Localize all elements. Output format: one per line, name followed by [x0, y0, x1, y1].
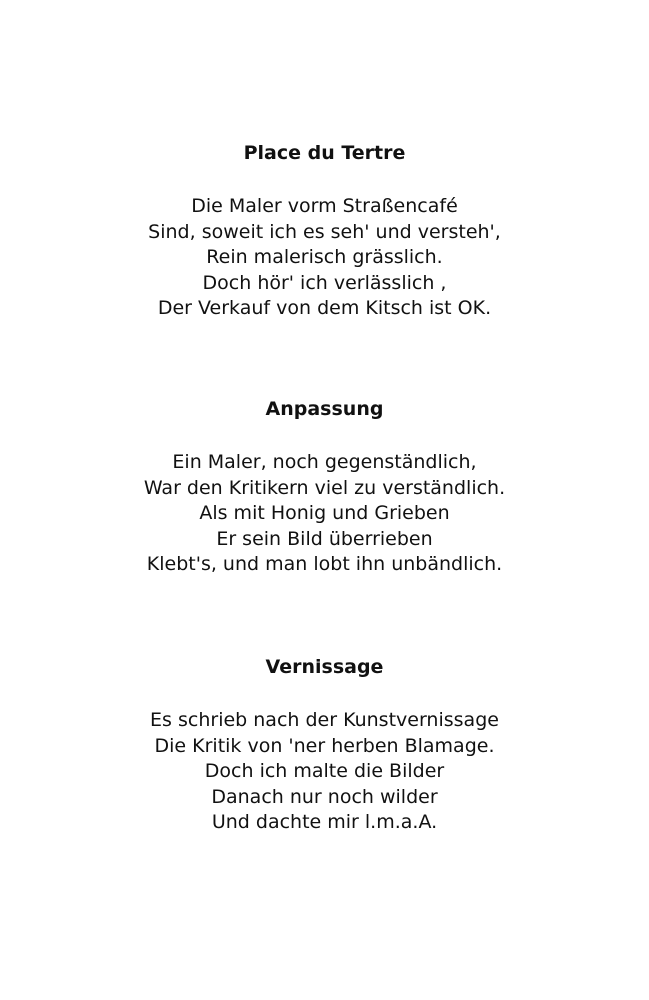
poem-line: Die Maler vorm Straßencafé [191, 195, 458, 217]
poem-line: Die Kritik von 'ner herben Blamage. [154, 734, 495, 757]
poem-line: Es schrieb nach der Kunstvernissage [150, 709, 499, 731]
poem-line: Rein malerisch grässlich. [206, 246, 443, 269]
poem-title: Vernissage [265, 656, 384, 678]
poem-line: Danach nur noch wilder [211, 785, 438, 808]
poem-title: Anpassung [265, 398, 384, 420]
poem-line: Sind, soweit ich es seh' und versteh', [148, 220, 501, 243]
poem-line: Und dachte mir l.m.a.A. [211, 811, 438, 834]
poem-verse [0, 708, 649, 836]
poem-line: Doch ich malte die Bilder [204, 760, 445, 783]
poem-verse [0, 450, 649, 578]
poem-line: Der Verkauf von dem Kitsch ist OK. [157, 297, 492, 320]
poem-place-du-tertre [0, 141, 649, 322]
poem-line: Ein Maler, noch gegenständlich, [172, 451, 477, 473]
poem-vernissage [0, 655, 649, 836]
poem-line: War den Kritikern viel zu verständlich. [143, 476, 506, 499]
poem-verse [0, 194, 649, 322]
poem-anpassung [0, 397, 649, 578]
poem-line: Klebt's, und man lobt ihn unbändlich. [146, 553, 503, 576]
poem-line: Er sein Bild überrieben [216, 527, 433, 550]
poem-title: Place du Tertre [243, 142, 406, 164]
poem-line: Doch hör' ich verlässlich , [202, 271, 447, 294]
poem-line: Als mit Honig und Grieben [199, 502, 450, 525]
